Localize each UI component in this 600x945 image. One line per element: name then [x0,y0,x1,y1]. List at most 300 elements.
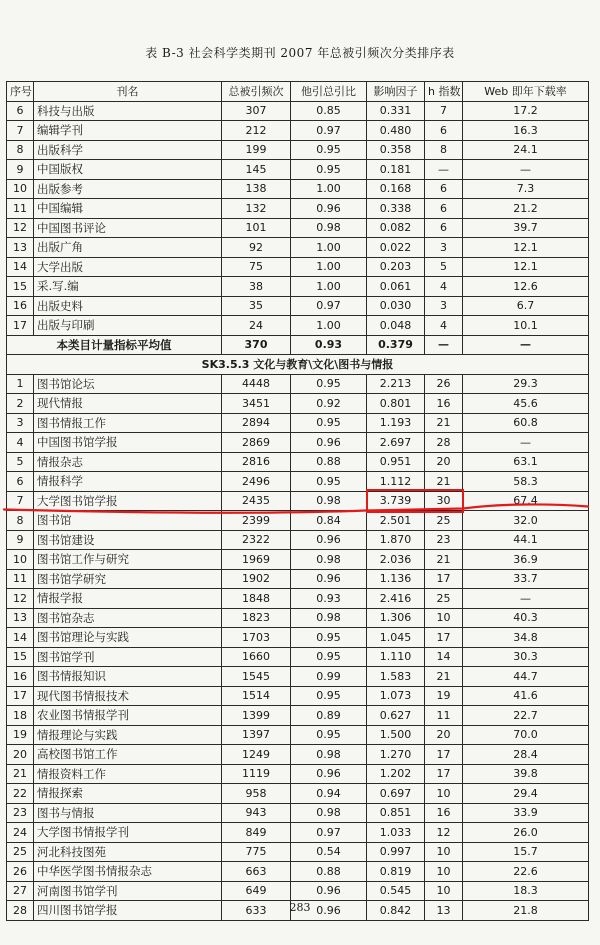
row-h-index: 4 [425,277,463,297]
row-h-index: 13 [425,901,463,921]
row-impact-factor: 2.416 [367,589,425,609]
row-other-citation-ratio: 0.95 [291,160,367,180]
row-other-citation-ratio: 1.00 [291,257,367,277]
row-impact-factor: 1.073 [367,686,425,706]
row-h-index: 6 [425,179,463,199]
row-journal-name: 编辑学刊 [34,121,222,141]
row-total-citations: 1969 [222,550,291,570]
row-h-index: 7 [425,101,463,121]
table-row [7,745,589,765]
table-row [7,823,589,843]
row-web-download-rate: 36.9 [463,550,589,570]
row-web-download-rate: — [463,433,589,453]
row-h-index: — [425,160,463,180]
row-total-citations: 775 [222,842,291,862]
row-web-download-rate: 24.1 [463,140,589,160]
row-other-citation-ratio: 0.95 [291,647,367,667]
table-body-group2 [7,374,589,920]
row-impact-factor: 0.181 [367,160,425,180]
row-index: 2 [7,394,34,414]
row-web-download-rate: 63.1 [463,452,589,472]
row-journal-name: 图书情报知识 [34,667,222,687]
row-web-download-rate: 60.8 [463,413,589,433]
row-h-index: 11 [425,706,463,726]
table-row [7,667,589,687]
row-impact-factor: 1.870 [367,530,425,550]
row-impact-factor: 0.061 [367,277,425,297]
row-h-index: 23 [425,530,463,550]
row-impact-factor: 1.045 [367,628,425,648]
row-h-index: 10 [425,881,463,901]
row-index: 19 [7,725,34,745]
row-index: 11 [7,569,34,589]
row-journal-name: 图书馆学研究 [34,569,222,589]
row-index: 15 [7,277,34,297]
row-journal-name: 出版史料 [34,296,222,316]
row-h-index: 17 [425,569,463,589]
row-journal-name: 情报杂志 [34,452,222,472]
row-index: 7 [7,491,34,511]
row-other-citation-ratio: 0.95 [291,686,367,706]
col-header-journal: 刊名 [34,82,222,102]
row-total-citations: 199 [222,140,291,160]
row-impact-factor: 1.202 [367,764,425,784]
row-index: 7 [7,121,34,141]
row-other-citation-ratio: 0.85 [291,101,367,121]
table-row [7,881,589,901]
row-other-citation-ratio: 0.88 [291,452,367,472]
row-h-index: 6 [425,218,463,238]
row-other-citation-ratio: 0.84 [291,511,367,531]
row-impact-factor: 0.819 [367,862,425,882]
row-impact-factor: 0.048 [367,316,425,336]
row-other-citation-ratio: 0.98 [291,491,367,511]
row-web-download-rate: 18.3 [463,881,589,901]
row-h-index: 25 [425,589,463,609]
row-index: 12 [7,218,34,238]
row-h-index: 17 [425,745,463,765]
row-web-download-rate: 16.3 [463,121,589,141]
row-index: 14 [7,628,34,648]
row-journal-name: 出版与印刷 [34,316,222,336]
row-total-citations: 132 [222,199,291,219]
row-total-citations: 1703 [222,628,291,648]
row-web-download-rate: 39.7 [463,218,589,238]
row-journal-name: 情报科学 [34,472,222,492]
row-index: 14 [7,257,34,277]
row-h-index: 4 [425,316,463,336]
row-other-citation-ratio: 1.00 [291,179,367,199]
table-row [7,511,589,531]
row-h-index: 8 [425,140,463,160]
row-web-download-rate: 29.3 [463,374,589,394]
row-total-citations: 24 [222,316,291,336]
table-average [7,335,589,374]
row-journal-name: 四川图书馆学报 [34,901,222,921]
row-h-index: 6 [425,199,463,219]
row-index: 8 [7,511,34,531]
section-heading: SK3.5.3 文化与教育\文化\图书与情报 [7,355,589,375]
row-total-citations: 2894 [222,413,291,433]
row-web-download-rate: 32.0 [463,511,589,531]
row-other-citation-ratio: 0.95 [291,374,367,394]
row-impact-factor: 2.697 [367,433,425,453]
row-impact-factor: 3.739 [367,491,425,511]
row-index: 9 [7,530,34,550]
row-total-citations: 958 [222,784,291,804]
row-index: 22 [7,784,34,804]
row-total-citations: 4448 [222,374,291,394]
row-impact-factor: 0.627 [367,706,425,726]
row-total-citations: 1660 [222,647,291,667]
row-h-index: 10 [425,842,463,862]
row-index: 3 [7,413,34,433]
row-other-citation-ratio: 0.97 [291,296,367,316]
row-web-download-rate: 6.7 [463,296,589,316]
row-impact-factor: 0.331 [367,101,425,121]
table-row [7,257,589,277]
row-web-download-rate: 39.8 [463,764,589,784]
row-web-download-rate: 70.0 [463,725,589,745]
row-other-citation-ratio: 0.95 [291,472,367,492]
row-web-download-rate: 12.6 [463,277,589,297]
row-journal-name: 情报资料工作 [34,764,222,784]
header-row [7,82,589,102]
table-row [7,569,589,589]
row-impact-factor: 1.500 [367,725,425,745]
row-other-citation-ratio: 0.97 [291,823,367,843]
row-total-citations: 943 [222,803,291,823]
row-total-citations: 1902 [222,569,291,589]
row-web-download-rate: 21.8 [463,901,589,921]
average-impact-factor: 0.379 [367,335,425,355]
table-row [7,316,589,336]
row-total-citations: 2869 [222,433,291,453]
table-row [7,179,589,199]
row-index: 17 [7,686,34,706]
row-total-citations: 1397 [222,725,291,745]
row-h-index: 21 [425,413,463,433]
row-journal-name: 图书馆杂志 [34,608,222,628]
row-total-citations: 92 [222,238,291,258]
row-index: 13 [7,238,34,258]
row-other-citation-ratio: 0.96 [291,881,367,901]
row-index: 25 [7,842,34,862]
row-h-index: 28 [425,433,463,453]
row-h-index: 3 [425,238,463,258]
col-header-total-citations: 总被引频次 [222,82,291,102]
row-web-download-rate: 29.4 [463,784,589,804]
row-h-index: 17 [425,628,463,648]
row-impact-factor: 0.842 [367,901,425,921]
row-total-citations: 101 [222,218,291,238]
row-other-citation-ratio: 1.00 [291,277,367,297]
table-row [7,121,589,141]
row-other-citation-ratio: 0.96 [291,199,367,219]
row-journal-name: 图书馆理论与实践 [34,628,222,648]
row-index: 13 [7,608,34,628]
row-web-download-rate: 17.2 [463,101,589,121]
table-row [7,628,589,648]
average-label: 本类目计量指标平均值 [7,335,222,355]
row-h-index: 16 [425,394,463,414]
row-total-citations: 633 [222,901,291,921]
row-total-citations: 307 [222,101,291,121]
row-index: 5 [7,452,34,472]
table-row [7,491,589,511]
row-other-citation-ratio: 0.95 [291,140,367,160]
row-total-citations: 1848 [222,589,291,609]
row-journal-name: 现代图书情报技术 [34,686,222,706]
row-index: 23 [7,803,34,823]
row-other-citation-ratio: 0.99 [291,667,367,687]
row-index: 8 [7,140,34,160]
row-other-citation-ratio: 0.96 [291,901,367,921]
row-other-citation-ratio: 0.96 [291,569,367,589]
row-other-citation-ratio: 0.95 [291,413,367,433]
row-impact-factor: 1.193 [367,413,425,433]
table-row [7,101,589,121]
table-row [7,452,589,472]
row-journal-name: 中国图书馆学报 [34,433,222,453]
row-journal-name: 中国编辑 [34,199,222,219]
row-h-index: 19 [425,686,463,706]
table-row [7,862,589,882]
row-total-citations: 212 [222,121,291,141]
row-journal-name: 情报学报 [34,589,222,609]
row-web-download-rate: 44.1 [463,530,589,550]
table-caption: 表 B-3 社会科学类期刊 2007 年总被引频次分类排序表 [145,46,455,60]
row-web-download-rate: 33.9 [463,803,589,823]
row-h-index: 12 [425,823,463,843]
row-index: 10 [7,550,34,570]
row-total-citations: 75 [222,257,291,277]
table-row [7,784,589,804]
row-web-download-rate: 21.2 [463,199,589,219]
row-h-index: 20 [425,725,463,745]
row-total-citations: 35 [222,296,291,316]
row-impact-factor: 1.270 [367,745,425,765]
row-journal-name: 图书与情报 [34,803,222,823]
row-index: 12 [7,589,34,609]
row-journal-name: 河北科技图苑 [34,842,222,862]
table-row [7,686,589,706]
row-other-citation-ratio: 0.98 [291,745,367,765]
section-row [7,355,589,375]
row-web-download-rate: 22.7 [463,706,589,726]
row-impact-factor: 0.030 [367,296,425,316]
row-h-index: 10 [425,608,463,628]
row-impact-factor: 1.136 [367,569,425,589]
row-web-download-rate: 7.3 [463,179,589,199]
table-row [7,764,589,784]
table-row [7,433,589,453]
row-other-citation-ratio: 0.97 [291,121,367,141]
page-number: 283 [289,901,311,914]
table-row [7,394,589,414]
row-h-index: 10 [425,784,463,804]
row-other-citation-ratio: 0.54 [291,842,367,862]
row-impact-factor: 0.951 [367,452,425,472]
row-index: 9 [7,160,34,180]
table-row [7,413,589,433]
average-web-rate: — [463,335,589,355]
row-other-citation-ratio: 0.88 [291,862,367,882]
row-journal-name: 现代情报 [34,394,222,414]
row-journal-name: 图书馆 [34,511,222,531]
row-index: 10 [7,179,34,199]
row-journal-name: 情报探索 [34,784,222,804]
row-h-index: 21 [425,472,463,492]
row-total-citations: 2816 [222,452,291,472]
row-web-download-rate: 22.6 [463,862,589,882]
table-body-group1 [7,101,589,335]
table-row [7,374,589,394]
row-total-citations: 849 [222,823,291,843]
row-total-citations: 1823 [222,608,291,628]
row-journal-name: 中国图书评论 [34,218,222,238]
row-h-index: 25 [425,511,463,531]
row-other-citation-ratio: 1.00 [291,238,367,258]
row-other-citation-ratio: 0.96 [291,433,367,453]
row-web-download-rate: 58.3 [463,472,589,492]
row-total-citations: 2399 [222,511,291,531]
row-index: 26 [7,862,34,882]
row-index: 20 [7,745,34,765]
row-impact-factor: 1.033 [367,823,425,843]
row-web-download-rate: 28.4 [463,745,589,765]
row-impact-factor: 1.583 [367,667,425,687]
row-total-citations: 649 [222,881,291,901]
row-journal-name: 出版参考 [34,179,222,199]
row-web-download-rate: 44.7 [463,667,589,687]
row-impact-factor: 2.036 [367,550,425,570]
row-other-citation-ratio: 0.95 [291,725,367,745]
row-index: 16 [7,667,34,687]
row-total-citations: 145 [222,160,291,180]
table-row [7,218,589,238]
row-journal-name: 图书馆学刊 [34,647,222,667]
row-journal-name: 图书情报工作 [34,413,222,433]
row-h-index: 17 [425,764,463,784]
row-h-index: 20 [425,452,463,472]
row-h-index: 10 [425,862,463,882]
row-web-download-rate: 10.1 [463,316,589,336]
table-row [7,647,589,667]
row-impact-factor: 2.213 [367,374,425,394]
col-header-index: 序号 [7,82,34,102]
row-index: 15 [7,647,34,667]
table-row [7,140,589,160]
row-h-index: 30 [425,491,463,511]
row-impact-factor: 0.022 [367,238,425,258]
row-total-citations: 2496 [222,472,291,492]
row-index: 4 [7,433,34,453]
journal-ranking-table [6,81,589,921]
col-header-web-download-rate: Web 即年下载率 [463,82,589,102]
row-journal-name: 采.写.编 [34,277,222,297]
table-row [7,530,589,550]
row-journal-name: 大学图书馆学报 [34,491,222,511]
row-other-citation-ratio: 0.92 [291,394,367,414]
row-impact-factor: 0.851 [367,803,425,823]
row-h-index: 26 [425,374,463,394]
row-impact-factor: 0.697 [367,784,425,804]
row-journal-name: 情报理论与实践 [34,725,222,745]
row-impact-factor: 0.203 [367,257,425,277]
table-row [7,238,589,258]
row-journal-name: 中华医学图书情报杂志 [34,862,222,882]
row-journal-name: 出版科学 [34,140,222,160]
row-journal-name: 图书馆建设 [34,530,222,550]
row-web-download-rate: 34.8 [463,628,589,648]
row-other-citation-ratio: 0.94 [291,784,367,804]
row-total-citations: 1119 [222,764,291,784]
row-total-citations: 2322 [222,530,291,550]
row-total-citations: 38 [222,277,291,297]
row-impact-factor: 0.338 [367,199,425,219]
table-row [7,277,589,297]
row-journal-name: 图书馆工作与研究 [34,550,222,570]
row-other-citation-ratio: 0.98 [291,218,367,238]
row-impact-factor: 0.480 [367,121,425,141]
table-row [7,296,589,316]
row-index: 16 [7,296,34,316]
row-index: 28 [7,901,34,921]
table-row [7,803,589,823]
row-journal-name: 图书馆论坛 [34,374,222,394]
row-other-citation-ratio: 0.93 [291,589,367,609]
row-impact-factor: 0.082 [367,218,425,238]
table-row [7,842,589,862]
row-impact-factor: 0.168 [367,179,425,199]
table-row [7,199,589,219]
table-row [7,589,589,609]
row-web-download-rate: 40.3 [463,608,589,628]
row-total-citations: 138 [222,179,291,199]
row-index: 6 [7,101,34,121]
row-web-download-rate: 12.1 [463,238,589,258]
row-journal-name: 出版广角 [34,238,222,258]
row-web-download-rate: 41.6 [463,686,589,706]
row-web-download-rate: — [463,160,589,180]
row-index: 17 [7,316,34,336]
row-impact-factor: 0.997 [367,842,425,862]
row-impact-factor: 1.306 [367,608,425,628]
row-total-citations: 1545 [222,667,291,687]
average-ratio: 0.93 [291,335,367,355]
row-impact-factor: 0.545 [367,881,425,901]
row-h-index: 14 [425,647,463,667]
row-web-download-rate: 26.0 [463,823,589,843]
table-row [7,706,589,726]
row-index: 18 [7,706,34,726]
row-impact-factor: 0.358 [367,140,425,160]
row-h-index: 3 [425,296,463,316]
row-journal-name: 大学出版 [34,257,222,277]
row-index: 1 [7,374,34,394]
row-other-citation-ratio: 0.96 [291,530,367,550]
row-journal-name: 中国版权 [34,160,222,180]
row-web-download-rate: 45.6 [463,394,589,414]
row-journal-name: 高校图书馆工作 [34,745,222,765]
highlight-box-annotation [366,489,464,513]
row-web-download-rate: 30.3 [463,647,589,667]
row-h-index: 6 [425,121,463,141]
col-header-other-citation-ratio: 他引总引比 [291,82,367,102]
table-row [7,725,589,745]
row-total-citations: 2435 [222,491,291,511]
